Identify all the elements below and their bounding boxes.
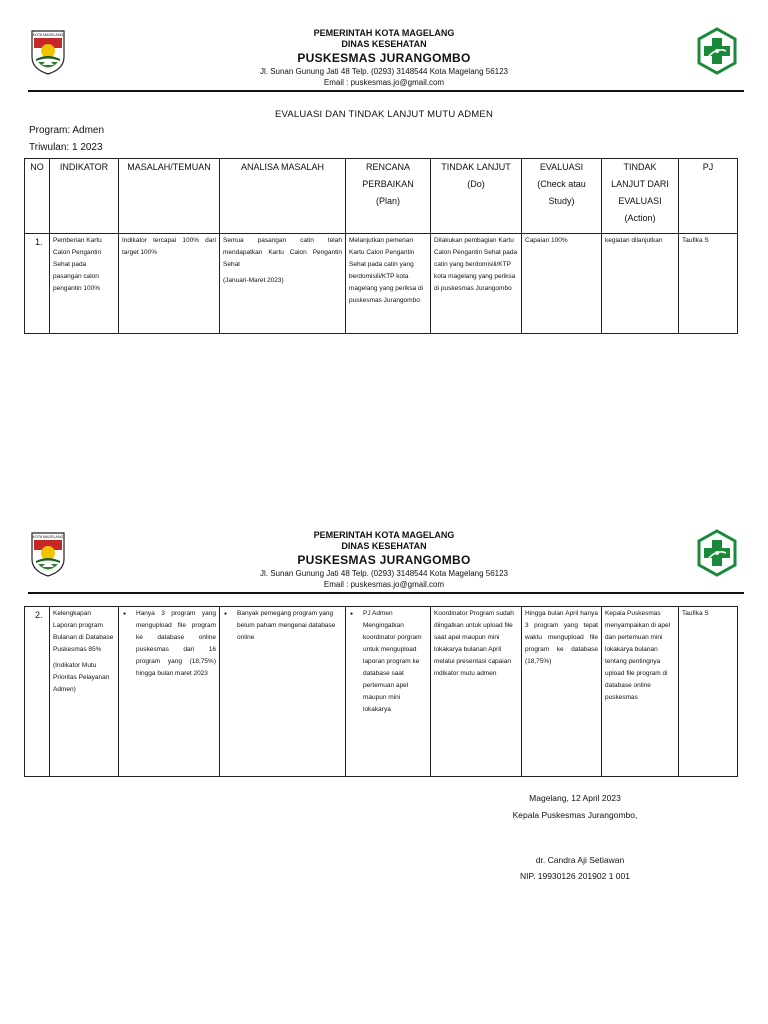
col-rencana-l1: RENCANA — [365, 162, 410, 172]
row-masalah-bullet: ● Hanya 3 program yang mengupload file program ke database online puskesmas dari 16 program yang (18,75%) hingga bulan maret 2023 — [122, 608, 216, 680]
row-masalah-text: Indikator tercapai 100% dari target 100% — [122, 237, 216, 256]
document-title: EVALUASI DAN TINDAK LANJUT MUTU ADMEN — [274, 109, 494, 120]
letterhead-bottom — [24, 529, 744, 599]
agency-name: DINAS KESEHATAN — [341, 541, 427, 551]
row-indikator: Pemberian Kartu Calon Pengantin Sehat pada pasangan calon pengantin 100% — [50, 234, 119, 334]
col-indikator: INDIKATOR — [50, 159, 119, 234]
col-tindak-lanjut-evaluasi — [602, 159, 679, 234]
col-evaluasi-l3: Study) — [548, 196, 575, 206]
triwulan-label: Triwulan: 1 2023 — [29, 142, 103, 153]
col-tindak — [431, 159, 522, 234]
col-masalah: MASALAH/TEMUAN — [119, 159, 220, 234]
row-analisa — [220, 234, 346, 334]
col-rencana — [346, 159, 431, 234]
puskesmas-logo-icon — [696, 529, 738, 577]
col-evaluasi — [522, 159, 602, 234]
col-analisa: ANALISA MASALAH — [220, 159, 346, 234]
row-rencana — [346, 607, 431, 777]
col-evaluasi-l1: EVALUASI — [539, 162, 584, 172]
row-analisa-text: Semua pasangan catin telah mendapatkan Kartu Calon Pengantin Sehat — [223, 237, 342, 268]
signature-date: Magelang, 12 April 2023 — [529, 793, 621, 803]
crest-label: KOTA MAGELANG — [32, 535, 64, 539]
row-pj: Taufika S — [679, 607, 738, 777]
row-rencana-bullet: ● PJ Admen Mengingatkan koordinator porgram untuk mengupload laporan program ke database saat pertemuan apel maupun mini lokakarya — [349, 608, 427, 716]
table-row — [25, 234, 738, 334]
row-no: 1. — [25, 234, 50, 334]
col-tle-l4: (Action) — [624, 213, 656, 223]
clinic-name: PUSKESMAS JURANGOMBO — [297, 51, 471, 65]
agency-name: DINAS KESEHATAN — [341, 39, 427, 49]
table-row — [25, 607, 738, 777]
row-tindak: Dilakukan pembagian Kartu Calon Pengantin Sehat pada catin yang berdomisili/KTP kota magelang yang periksa di puskesmas Jurangombo — [431, 234, 522, 334]
row-analisa-periode: (Januari-Maret 2023) — [223, 277, 284, 284]
row-analisa-bullet: ● Banyak pemegang program yang belum paham mengenai database online — [223, 608, 342, 644]
email: Email : puskesmas.jo@gmail.com — [323, 78, 445, 87]
address: Jl. Sunan Gunung Jati 48 Telp. (0293) 3148544 Kota Magelang 56123 — [259, 569, 509, 578]
col-tindak-l1: TINDAK LANJUT — [441, 162, 511, 172]
email: Email : puskesmas.jo@gmail.com — [323, 580, 445, 589]
row-tindak: Koordinator Program sudah diingatkan untuk upload file saat apel maupun mini lokakarya bulanan April melalui presentasi capaian indikator mutu admen — [431, 607, 522, 777]
evaluation-table — [24, 158, 738, 334]
col-tle-l2: LANJUT DARI — [611, 179, 669, 189]
address: Jl. Sunan Gunung Jati 48 Telp. (0293) 3148544 Kota Magelang 56123 — [259, 67, 509, 76]
col-pj: PJ — [679, 159, 738, 234]
row-indikator — [50, 607, 119, 777]
row-rencana: Melanjutkan pemerian Kartu Calon Pengantin Sehat pada catin yang berdomisili/KTP kota magelang yang periksa di puskesmas Jurangombo — [346, 234, 431, 334]
signature-nip: NIP. 19930126 201902 1 001 — [520, 871, 630, 881]
signature-name: dr. Candra Aji Setiawan — [535, 855, 625, 865]
puskesmas-logo-icon — [696, 27, 738, 75]
row-evaluasi — [522, 607, 602, 777]
clinic-name: PUSKESMAS JURANGOMBO — [297, 553, 471, 567]
evaluation-table-continued — [24, 606, 738, 777]
letterhead-top — [24, 27, 744, 97]
col-rencana-l3: (Plan) — [375, 196, 400, 206]
row-no: 2. — [25, 607, 50, 777]
row-analisa — [220, 607, 346, 777]
col-evaluasi-l2: (Check atau — [537, 179, 586, 189]
gov-name: PEMERINTAH KOTA MAGELANG — [313, 530, 455, 540]
row-evaluasi: Capaian 100% — [522, 234, 602, 334]
row-masalah — [119, 234, 220, 334]
col-tle-l1: TINDAK — [623, 162, 657, 172]
signature-position: Kepala Puskesmas Jurangombo, — [512, 810, 638, 820]
crest-label: KOTA MAGELANG — [32, 33, 64, 37]
row-indikator-text: Kelengkapan Laporan program Bulanan di Database Puskesmas 85% — [53, 610, 114, 653]
row-indikator-note: (Indikator Mutu Prioritas Pelayanan Admen) — [53, 662, 110, 693]
row-evaluasi-text: Hingga bulan April hanya 3 program yang tepat waktu mengupload file program ke database (18,75%) — [525, 610, 598, 665]
col-tle-l3: EVALUASI — [618, 196, 662, 206]
col-no: NO — [25, 159, 50, 234]
row-pj: Taufika S — [679, 234, 738, 334]
program-label: Program: Admen — [29, 125, 105, 136]
gov-name: PEMERINTAH KOTA MAGELANG — [313, 28, 455, 38]
col-rencana-l2: PERBAIKAN — [362, 179, 414, 189]
col-tindak-l2: (Do) — [467, 179, 485, 189]
row-tindak-lanjut-evaluasi: Kepala Puskesmas menyampaikan di apel dan pertemuan mini lokakarya bulanan tentang pentingnya upload file program di database online puskesmas — [602, 607, 679, 777]
row-tindak-lanjut-evaluasi: kegiatan dilanjutkan — [602, 234, 679, 334]
header-rule — [28, 90, 744, 92]
row-masalah — [119, 607, 220, 777]
header-rule — [28, 592, 744, 594]
table-header-row — [25, 159, 738, 234]
